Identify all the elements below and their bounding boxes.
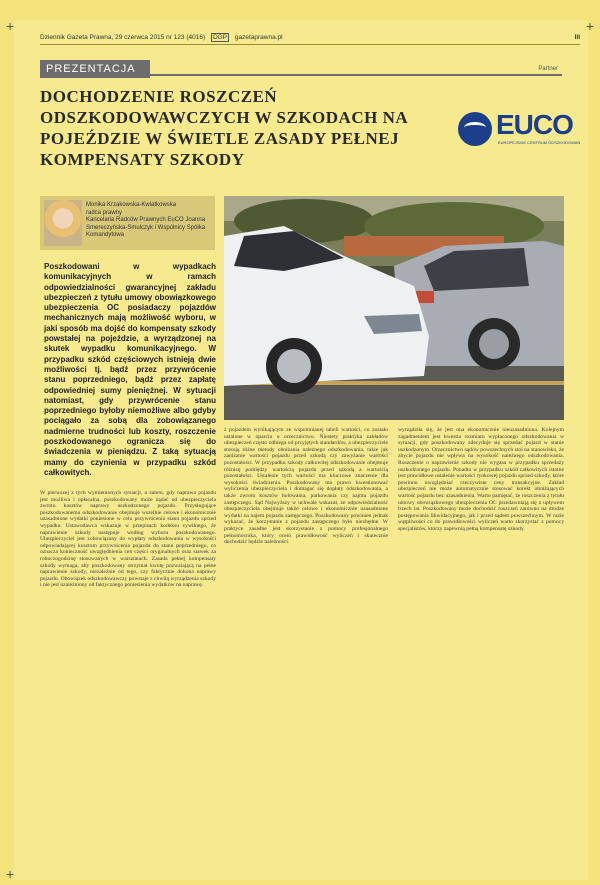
author-box [40,196,215,250]
article-column-1: W pierwszej z tych wymienionych sytuacji, a zatem, gdy naprawa pojazdu jest możliwa i opłacalna, poszkodowany może żądać od ubezpieczyciela zwrotu kosztów naprawy uszkodzonego pojazdu. Przysługujące poszkodowanemu odszkodowanie obejmuje wszelkie celowe i ekonomicznie uzasadnione wydatki poniesione w celu przywrócenia stanu pojazdu sprzed wypadku. Ustawodawca wskazuje w przepisach kodeksu cywilnego, że naprawienie szkody następuje według wyboru poszkodowanego. Ubezpieczyciel jest zobowiązany do wypłaty odszkodowania w wysokości odpowiadającej kosztom przywrócenia pojazdu do stanu poprzedniego, co oznacza konieczność uwzględnienia cen części oryginalnych oraz stawek za roboczogodzinę stosowanych w warsztatach. Zasada pełnej kompensaty szkody wymaga, aby poszkodowany otrzymał kwotę pozwalającą na pełne naprawienie szkody, niezależnie od tego, czy faktycznie dokona naprawy pojazdu. Obowiązek odszkodowawczy powstaje z chwilą wyrządzenia szkody i nie jest uzależniony od faktycznego poniesienia wydatków na naprawę. [40,490,216,589]
euco-logo-tagline: EUROPEJSKIE CENTRUM ODSZKODOWAŃ [498,140,581,145]
author-name: Monika Krzakowska-Kwiatkowska [86,202,177,208]
running-header-site: gazetaprawna.pl [234,34,283,41]
header-rule [40,44,580,45]
running-header [40,34,580,41]
registration-mark-icon: + [6,18,15,34]
euco-logo-mark-icon [458,112,492,146]
registration-mark-icon: + [585,18,594,34]
page-number: III [574,34,580,41]
partner-label: Partner [538,66,558,72]
article-column-3: wyrządziła się, że jest ona ekonomicznie nieuzasadniona. Kolejnym zagadnieniem jest kwestia rozmiaru wypłaconego odszkodowania w sytuacji, gdy poszkodowany zdecyduje się sprzedać pojazd w stanie uszkodzonym. Orzecznictwo sądów powszechnych stoi na stanowisku, że zbycie pojazdu nie wpływa na wysokość należnego odszkodowania. Roszczenie o naprawienie szkody nie wygasa w przypadku sprzedaży uszkodzonego pojazdu. Ponadto w przypadku szkód całkowitych istotne jest prawidłowe ustalenie wartości rynkowej pojazdu sprzed szkody, które powinno uwzględniać rzeczywiste ceny transakcyjne. Zakład ubezpieczeń nie może automatycznie stosować korekt obniżających wartość pojazdu bez uzasadnienia. Warto pamiętać, że roszczenia z tytułu umowy obowiązkowego ubezpieczenia OC przedawniają się z upływem trzech lat. Poszkodowany może dochodzić roszczeń zarówno na drodze postępowania likwidacyjnego, jak i przed sądem powszechnym. W razie wątpliwości co do prawidłowości wyliczeń warto skorzystać z pomocy specjalistów, którzy zapewnią pełną kompensatę szkody. [398,427,564,532]
running-header-text: Dziennik Gazeta Prawna, 29 czerwca 2015 nr 123 (4016) [40,34,206,41]
car-collision-illustration [224,196,564,420]
euco-logo-word: EUCO [496,109,573,140]
registration-mark-icon: + [6,866,15,882]
euco-logo [458,110,583,150]
article-column-2: z pojazdem wynikającym ze wspomnianej tabeli wartości, co zostało ustalone w oparciu o orzecznictwo. Niestety praktyka zakładów ubezpieczeń często odbiega od przyjętych standardów, a ubezpieczyciele stosują różne metody obniżania należnego odszkodowania, takie jak zaniżanie wartości pojazdu przed szkodą czy zawyżanie wartości pozostałości. W przypadku szkody całkowitej odszkodowanie obejmuje różnicę pomiędzy wartością pojazdu przed szkodą a wartością pozostałości. Ustalenie tych wartości ma kluczowe znaczenie dla wysokości świadczenia. Poszkodowany ma prawo kwestionować wyliczenia ubezpieczyciela i domagać się dopłaty odszkodowania, a także zwrotu kosztów holowania, parkowania czy najmu pojazdu zastępczego. Sąd Najwyższy w uchwale wskazał, że odpowiedzialność ubezpieczyciela obejmuje także celowe i ekonomicznie uzasadnione wydatki na najem pojazdu zastępczego. Poszkodowany powinien jednak wykazać, że korzystanie z pojazdu zastępczego było niezbędne. W praktyce zasadne jest skorzystanie z pomocy profesjonalnego pełnomocnika, który oceni prawidłowość wyliczeń i skutecznie dochodzić będzie należności. [224,427,388,546]
author-role: radca prawny [86,209,123,216]
running-header-box: DGP [212,34,228,41]
author-text [86,202,212,240]
section-label: PREZENTACJA [40,60,150,78]
headline: DOCHODZENIE ROSZCZEŃ ODSZKODOWAWCZYCH W SZKODACH NA POJEŹDZIE W ŚWIETLE ZASADY PEŁNEJ KOMPENSATY SZKODY [40,87,408,169]
lead-paragraph: Poszkodowani w wypadkach komunikacyjnych w ramach odpowiedzialności gwarancyjnej zakładu ubezpieczeń z tytułu umowy obowiązkowego ubezpieczenia OC posiadaczy pojazdów mechanicznych mają możliwość wyboru, w jaki sposób ma dojść do kompensaty szkody powstałej na pojeździe, a wyrządzonej na skutek wypadku komunikacyjnego. W przypadku szkód częściowych istnieją dwie możliwości tj. bądź przez przywrócenie stanu poprzedniego, bądź przez zapłatę odpowiedniej sumy pieniężnej. W sytuacji natomiast, gdy przywrócenie stanu poprzedniego byłoby niemożliwe albo gdyby pociągało za sobą dla zobowiązanego nadmierne trudności lub koszty, roszczenie poszkodowanego ogranicza się do świadczenia w pieniądzu. Z taką sytuacją mamy do czynienia w przypadku szkód całkowitych. [44,262,216,477]
car-collision-photo [224,196,564,420]
author-firm: Kancelaria Radców Prawnych EuCO Joanna Smereczyńska-Smulczyk i Wspólnicy Spółka Komandytowa [86,217,206,238]
author-photo [44,200,82,246]
section-rule [150,74,562,76]
